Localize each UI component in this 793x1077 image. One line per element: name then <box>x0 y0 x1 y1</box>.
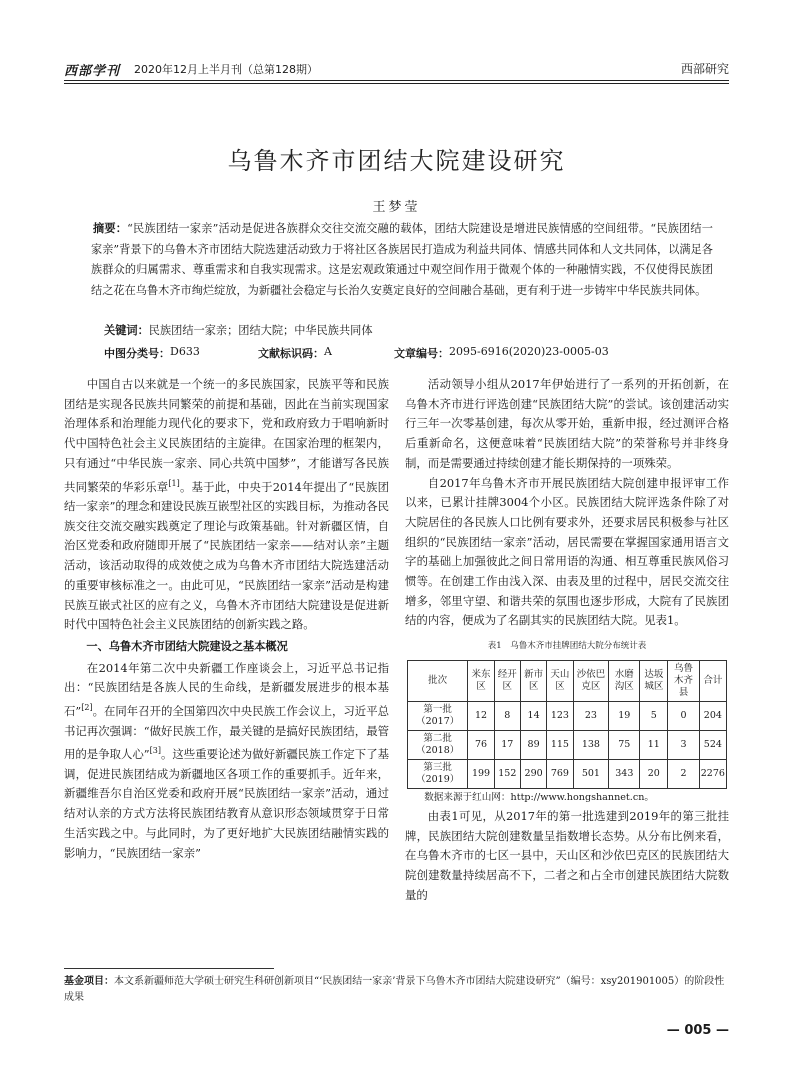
footnote-rule <box>64 968 274 969</box>
table-cell: 152 <box>494 759 520 788</box>
column-name: 西部研究 <box>680 62 729 76</box>
table-cell: 23 <box>573 701 609 730</box>
table-cell: 第二批（2018） <box>408 730 468 759</box>
table-caption: 表1 乌鲁木齐市挂牌团结大院分布统计表 <box>487 641 647 652</box>
footnote-text: 本文系新疆师范大学硕士研究生科研创新项目“‘民族团结一家亲’背景下乌鲁木齐市团结大院建设研究”（编号：xsy201901005）的阶段性成果 <box>64 976 725 1003</box>
table-cell: 20 <box>640 759 668 788</box>
paragraph-1 <box>64 375 389 635</box>
document-code <box>258 345 332 361</box>
table-header-cell: 批次 <box>408 660 468 701</box>
table-cell: 123 <box>547 701 573 730</box>
footnote <box>64 974 729 1005</box>
issue-info: 2020年12月上半月刊（总第128期） <box>134 63 318 76</box>
clc-value: D633 <box>170 345 200 358</box>
keywords <box>104 322 373 338</box>
abstract-label: 摘要： <box>93 222 128 235</box>
header-rule-thin <box>64 83 729 84</box>
table-cell: 2 <box>668 759 699 788</box>
article-no-value: 2095-6916(2020)23-0005-03 <box>449 345 609 358</box>
table-header-cell: 经开区 <box>494 660 520 701</box>
clc-number <box>104 345 200 361</box>
table-header-cell: 合计 <box>699 660 726 701</box>
table-cell: 204 <box>699 701 726 730</box>
table-cell: 5 <box>640 701 668 730</box>
table-cell: 第一批（2017） <box>408 701 468 730</box>
table-cell: 343 <box>609 759 640 788</box>
table-cell: 19 <box>609 701 640 730</box>
footnote-label: 基金项目： <box>64 976 114 987</box>
ref-2: [2] <box>81 703 93 713</box>
table-source: 数据来源于红山网：http://www.hongshannet.cn。 <box>424 791 654 803</box>
ref-3: [3] <box>149 746 161 756</box>
table-cell: 8 <box>494 701 520 730</box>
section-heading-1: 一、乌鲁木齐市团结大院建设之基本概况 <box>86 639 288 653</box>
keywords-text: 民族团结一家亲；团结大院；中华民族共同体 <box>148 324 373 337</box>
table-cell: 769 <box>547 759 573 788</box>
table-header-cell: 水磨沟区 <box>609 660 640 701</box>
p1-part-b: 。基于此，中央于2014年提出了“民族团结一家亲”的理念和建设民族互嵌型社区的实践目标，为推动各民族交往交流交融实践奠定了理论与政策基础。针对新疆区情，自治区党委和政府随即开展了“民族团结一家亲——结对认亲”主题活动，该活动取得的成效使之成为乌鲁木齐市团结大院选建活动的重要审核标准之一。由此可见，“民族团结一家亲”活动是构建民族互嵌式社区的应有之义，乌鲁木齐市团结大院建设是促进新时代中国特色社会主义民族团结的创新实践之路。 <box>64 479 389 632</box>
table-cell: 第三批（2019） <box>408 759 468 788</box>
keywords-label: 关键词： <box>104 324 149 337</box>
p2-part-b: 。在同年召开的全国第四次中央民族工作会议上，习近平总书记再次强调：“做好民族工作，最关键的是搞好民族团结，最管用的是争取人心” <box>64 703 389 762</box>
table-cell: 115 <box>547 730 573 759</box>
left-column <box>64 375 389 863</box>
running-header <box>64 60 729 80</box>
right-column <box>405 375 729 905</box>
table-cell: 75 <box>609 730 640 759</box>
table-cell: 76 <box>468 730 494 759</box>
article-no-label: 文章编号： <box>394 347 449 360</box>
table-cell: 199 <box>468 759 494 788</box>
clc-label: 中图分类号： <box>104 347 170 360</box>
table-cell: 0 <box>668 701 699 730</box>
journal-logo: 西部学刊 <box>64 64 121 79</box>
table-header-row <box>408 660 727 701</box>
paragraph-4: 自2017年乌鲁木齐市开展民族团结大院创建申报评审工作以来，已累计挂牌3004个小区。民族团结大院评选条件除了对大院居住的各民族人口比例有要求外，还要求居民积极参与社区组织的“民族团结一家亲”活动，居民需要在掌握国家通用语言文字的基础上加强彼此之间日常用语的沟通、相互尊重民族风俗习惯等。在创建工作由浅入深、由表及里的过程中，居民交流交往增多，邻里守望、和谐共荣的氛围也逐步形成，大院有了民族团结的内容，便成为了名副其实的民族团结大院。见表1。 <box>405 475 729 628</box>
table-header-cell: 天山区 <box>547 660 573 701</box>
paragraph-3: 活动领导小组从2017年伊始进行了一系列的开拓创新，在乌鲁木齐市进行评选创建“民族团结大院”的尝试。该创建活动实行三年一次零基创建，每次从零开始，重新申报，经过测评合格后重新命名，这便意味着“民族团结大院”的荣誉称号并非终身制，而是需要通过持续创建才能长期保持的一项殊荣。 <box>405 377 729 470</box>
paragraph-2 <box>64 659 389 864</box>
table-row <box>408 730 727 759</box>
p2-part-a: 在2014年第二次中央新疆工作座谈会上，习近平总书记指出：“民族团结是各族人民的生命线，是新疆发展进步的根本基石” <box>64 660 389 718</box>
doc-code-value: A <box>324 345 332 358</box>
article-author: 王梦莹 <box>372 200 421 215</box>
table-row <box>408 701 727 730</box>
table-cell: 14 <box>520 701 546 730</box>
table-cell: 290 <box>520 759 546 788</box>
p2-part-c: 。这些重要论述为做好新疆民族工作定下了基调，促进民族团结成为新疆地区各项工作的重要抓手。近年来，新疆维吾尔自治区党委和政府开展“民族团结一家亲”活动，通过结对认亲的方式方法将民族团结教育从意识形态领域贯穿于日常生活实践之中。与此同时，为了更好地扩大民族团结融情实践的影响力，“民族团结一家亲” <box>64 747 389 860</box>
table-header-cell: 新市区 <box>520 660 546 701</box>
abstract <box>91 219 713 301</box>
p1-part-a: 中国自古以来就是一个统一的多民族国家，民族平等和民族团结是实现各民族共同繁荣的前提和基础，因此在当前实现国家治理体系和治理能力现代化的要求下，党和政府致力于唱响新时代中国特色社会主义民族团结的主旋律。在国家治理的框架内，只有通过“中华民族一家亲、同心共筑中国梦”，才能谱写各民族共同繁荣的华彩乐章 <box>64 377 389 494</box>
table-cell: 524 <box>699 730 726 759</box>
table-cell: 17 <box>494 730 520 759</box>
abstract-text: “民族团结一家亲”活动是促进各族群众交往交流交融的载体，团结大院建设是增进民族情感的空间纽带。“民族团结一家亲”背景下的乌鲁木齐市团结大院选建活动致力于将社区各族居民打造成为利益共同体、情感共同体和人文共同体，以满足各族群众的归属需求、尊重需求和自我实现需求。这是宏观政策通过中观空间作用于微观个体的一种融情实践，不仅使得民族团结之花在乌鲁木齐市绚烂绽放，为新疆社会稳定与长治久安奠定良好的空间融合基础，更有利于进一步铸牢中华民族共同体。 <box>91 222 713 297</box>
table-cell: 501 <box>573 759 609 788</box>
article-number <box>394 345 609 361</box>
ref-1: [1] <box>168 478 180 488</box>
article-title: 乌鲁木齐市团结大院建设研究 <box>227 147 566 175</box>
table-header-cell: 乌鲁木齐县 <box>668 660 699 701</box>
paragraph-5: 由表1可见，从2017年的第一批选建到2019年的第三批挂牌，民族团结大院创建数量呈指数增长态势。从分布比例来看，在乌鲁木齐市的七区一县中，天山区和沙依巴克区的民族团结大院创建数量持续居高不下，二者之和占全市创建民族团结大院数量的 <box>405 808 729 902</box>
table-header-cell: 达坂城区 <box>640 660 668 701</box>
table-header-cell: 米东区 <box>468 660 494 701</box>
page-number: — 005 — <box>666 1023 729 1038</box>
distribution-table <box>407 660 727 789</box>
table-row <box>408 759 727 788</box>
table-cell: 89 <box>520 730 546 759</box>
table-cell: 2276 <box>699 759 726 788</box>
table-cell: 12 <box>468 701 494 730</box>
header-rule-thick <box>64 80 729 81</box>
doc-code-label: 文献标识码： <box>258 347 324 360</box>
table-cell: 138 <box>573 730 609 759</box>
table-header-cell: 沙依巴克区 <box>573 660 609 701</box>
table-cell: 3 <box>668 730 699 759</box>
table-cell: 11 <box>640 730 668 759</box>
